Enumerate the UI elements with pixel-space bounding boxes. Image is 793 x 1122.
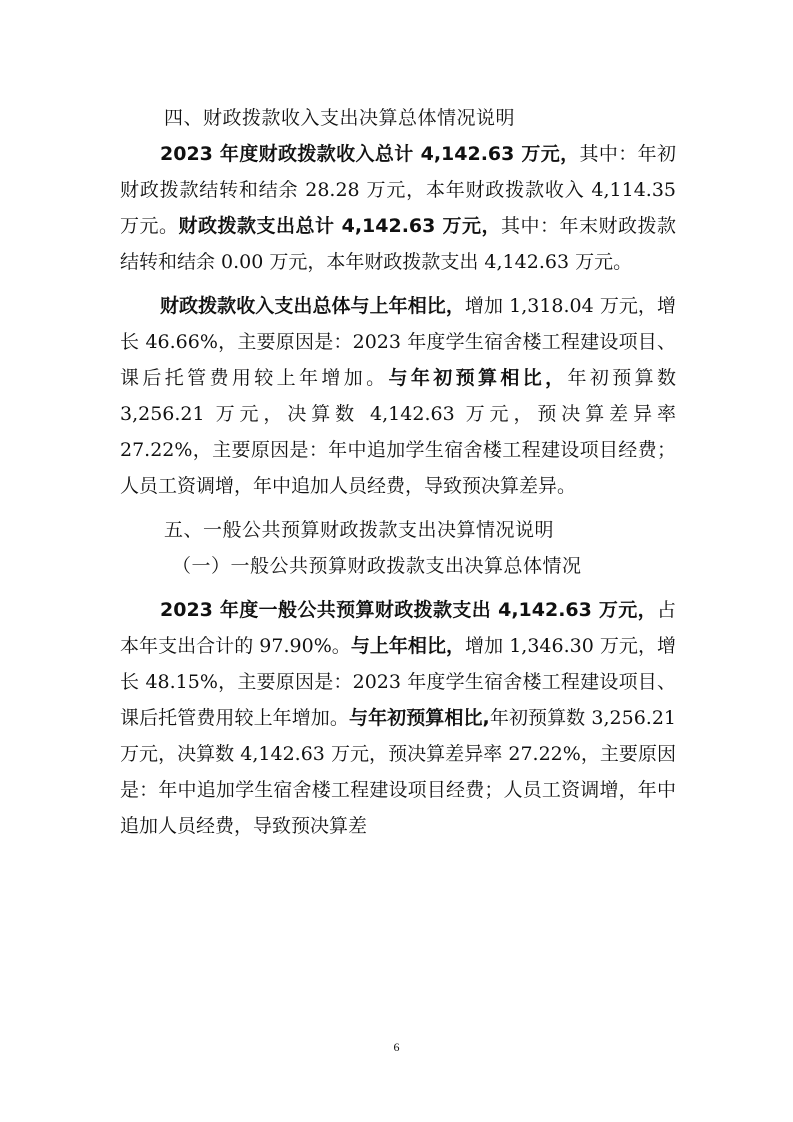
compare-budget-text-2: 年初预算数 3,256.21 万元，决算数 4,142.63 万元，预决算差异率 27.22%，主要原因是：年中追加学生宿舍楼工程建设项目经费；人员工资调增，年中追加人员经费，导致预决算差 <box>120 707 676 837</box>
section-5-paragraph-1 <box>120 592 676 844</box>
income-detail-text: 其中：年初财政拨款结转和结余 28.28 万元，本年财政拨款收入 4,114.35 万元。 <box>120 143 676 237</box>
section-5-sub-1-heading: （一）一般公共预算财政拨款支出决算总体情况 <box>172 555 582 577</box>
section-5-heading: 五、一般公共预算财政拨款支出决算情况说明 <box>164 519 555 541</box>
bold-compare-last-year: 财政拨款收入支出总体与上年相比， <box>160 295 465 317</box>
bold-general-budget-expense: 2023 年度一般公共预算财政拨款支出 4,142.63 万元， <box>160 599 657 621</box>
compare-last-year-text-2: 增加 1,346.30 万元，增长 48.15%，主要原因是：2023 年度学生宿舍楼工程建设项目、课后托管费用较上年增加。 <box>120 635 676 729</box>
compare-budget-text: 年初预算数 3,256.21 万元，决算数 4,142.63 万元，预决算差异率 27.22%，主要原因是：年中追加学生宿舍楼工程建设项目经费；人员工资调增，年中追加人员经费，导致预决算差异。 <box>120 367 676 497</box>
bold-income-total: 2023 年度财政拨款收入总计 4,142.63 万元， <box>160 143 580 165</box>
page-content <box>120 100 676 852</box>
bold-expense-total: 财政拨款支出总计 4,142.63 万元， <box>178 215 501 237</box>
section-4-paragraph-2 <box>120 288 676 504</box>
expense-detail-text: 其中：年末财政拨款结转和结余 0.00 万元，本年财政拨款支出 4,142.63 万元。 <box>120 215 676 273</box>
bold-compare-budget-2: 与年初预算相比, <box>348 707 490 729</box>
bold-compare-last-year-2: 与上年相比， <box>350 635 466 657</box>
section-4-paragraph-1 <box>120 136 676 280</box>
bold-compare-budget: 与年初预算相比， <box>388 367 568 389</box>
section-4-heading: 四、财政拨款收入支出决算总体情况说明 <box>164 107 516 129</box>
compare-last-year-text: 增加 1,318.04 万元，增长 46.66%，主要原因是：2023 年度学生宿舍楼工程建设项目、课后托管费用较上年增加。 <box>120 295 676 389</box>
share-of-total-text: 占本年支出合计的 97.90%。 <box>120 599 676 657</box>
page-number: 6 <box>393 1040 400 1054</box>
